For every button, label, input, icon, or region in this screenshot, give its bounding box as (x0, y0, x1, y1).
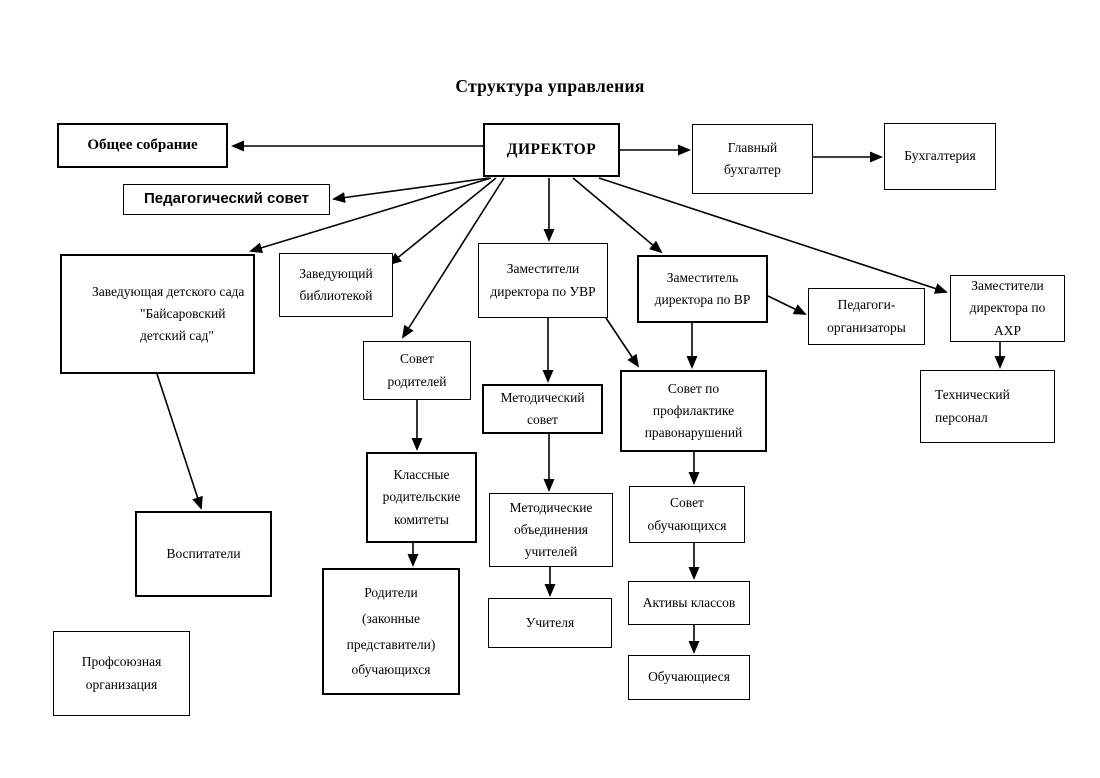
node-general-meeting (57, 123, 228, 168)
connector-deputy-vr-to-pedagogues-organizers (768, 296, 805, 314)
node-accounting (884, 123, 996, 190)
node-teachers (488, 598, 612, 648)
node-students-council (629, 486, 745, 543)
node-label: Технический персонал (935, 387, 1010, 425)
node-parents-council (363, 341, 471, 400)
node-prevention-council (620, 370, 767, 452)
node-methodical-associations (489, 493, 613, 567)
node-trade-union (53, 631, 190, 716)
node-pedagogical-council (123, 184, 330, 215)
node-chief-accountant (692, 124, 813, 194)
node-director (483, 123, 620, 177)
node-label: Педагоги-организаторы (827, 297, 906, 335)
node-methodical-council (482, 384, 603, 434)
node-label: Активы классов (642, 594, 736, 610)
node-label: Совет обучающихся (647, 495, 727, 533)
node-educators (135, 511, 272, 597)
node-librarian (279, 253, 393, 317)
node-label: Совет по профилактике правонарушений (644, 380, 743, 441)
node-sublabel: "Байсаровский детский сад" (140, 305, 226, 344)
node-technical-staff (920, 370, 1055, 443)
node-label: Учителя (525, 614, 575, 630)
page-title: Структура управления (455, 76, 645, 96)
node-label: Методические объединения учителей (509, 499, 593, 560)
connector-director-to-deputy-vr (573, 178, 661, 252)
node-label: Заведующий библиотекой (299, 265, 373, 303)
node-students (628, 655, 750, 700)
node-parents (322, 568, 460, 695)
node-label: Заместители директора по УВР (490, 261, 596, 299)
node-deputy-ahr (950, 275, 1065, 342)
node-pedagogues-organizers (808, 288, 925, 345)
node-class-parent-committees (366, 452, 477, 543)
node-label: Обучающиеся (648, 669, 730, 685)
node-label: Заместитель директора по ВР (654, 269, 751, 307)
node-label: Профсоюзная организация (81, 654, 162, 692)
node-label: Родители (законные представители) обучающихся (346, 585, 436, 678)
node-label: Главный бухгалтер (724, 139, 781, 177)
node-deputy-uvr (478, 243, 608, 318)
node-label: Методический совет (500, 389, 585, 427)
node-label: Классные родительские комитеты (382, 467, 461, 527)
node-label: Совет родителей (387, 351, 447, 389)
node-label: Педагогический совет (144, 190, 309, 208)
node-label: Бухгалтерия (904, 148, 976, 164)
connector-director-to-pedagogical-council (334, 178, 489, 199)
node-label: ДИРЕКТОР (506, 141, 597, 159)
node-class-actives (628, 581, 750, 625)
connector-deputy-uvr-to-prevention-council (606, 318, 638, 366)
node-label: Общее собрание (87, 137, 198, 154)
node-label: Заместители директора по АХР (969, 278, 1046, 338)
node-label: Заведующая детского сада (92, 283, 245, 299)
node-deputy-vr (637, 255, 768, 323)
node-kindergarten-head (60, 254, 255, 374)
node-label: Воспитатели (166, 545, 241, 561)
connector-kindergarten-head-to-educators (157, 374, 201, 508)
